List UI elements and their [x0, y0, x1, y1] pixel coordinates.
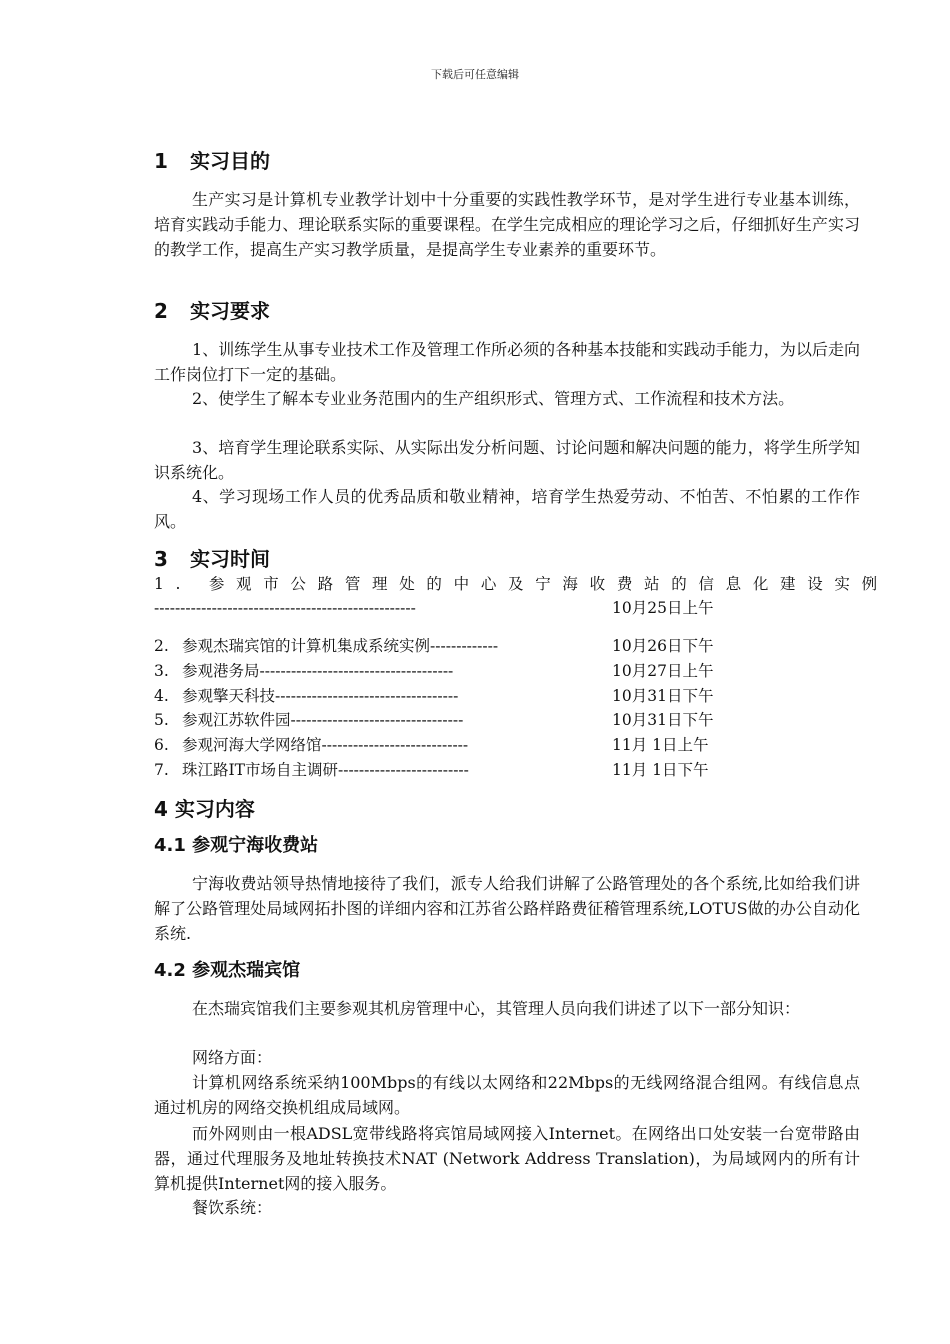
- section-4-2-para-5: 餐饮系统：: [192, 1198, 273, 1217]
- schedule-row: [154, 758, 774, 782]
- schedule-activity: 参观港务局: [182, 662, 260, 680]
- schedule-dashes: -------------: [430, 637, 499, 655]
- schedule-dashes: -----------------------------------: [275, 687, 459, 705]
- section-4-2-para-3: 计算机网络系统采纳100Mbps的有线以太网络和22Mbps的无线网络混合组网。有线信息点通过机房的网络交换机组成局域网。: [154, 1073, 860, 1117]
- section-2-heading: [154, 298, 270, 324]
- section-4-1-body: 宁海收费站领导热情地接待了我们，派专人给我们讲解了公路管理处的各个系统,比如给我们讲解了公路管理处局域网拓扑图的详细内容和江苏省公路样路费征稽管理系统,LOTUS做的办公自动化系统.: [154, 874, 860, 943]
- section-4-2-para-1: 在杰瑞宾馆我们主要参观其机房管理中心，其管理人员向我们讲述了以下一部分知识：: [192, 999, 801, 1018]
- section-4-2-para-4: 而外网则由一根ADSL宽带线路将宾馆局域网接入Internet。在网络出口处安装一台宽带路由器，通过代理服务及地址转换技术NAT (Network Address Translation)，为局域网内的所有计算机提供Internet网的接入服务。: [154, 1124, 860, 1193]
- requirement-item-1: 1、训练学生从事专业技术工作及管理工作所必须的各种基本技能和实践动手能力，为以后走向工作岗位打下一定的基础。: [154, 340, 860, 384]
- schedule-item-1-dashes: --------------------------------------------------: [154, 599, 416, 617]
- section-1-number: 1: [154, 149, 168, 173]
- schedule-time: 10月31日下午: [612, 687, 714, 705]
- schedule-dashes: ---------------------------------: [290, 711, 464, 729]
- schedule-number: 2.: [154, 637, 169, 655]
- requirement-item-3: 3、培育学生理论联系实际、从实际出发分析问题、讨论问题和解决问题的能力，将学生所学知识系统化。: [154, 438, 860, 482]
- schedule-activity: 参观江苏软件园: [182, 711, 291, 729]
- schedule-row: [154, 708, 774, 732]
- requirement-item-4: 4、学习现场工作人员的优秀品质和敬业精神，培育学生热爱劳动、不怕苦、不怕累的工作作风。: [154, 487, 860, 531]
- schedule-number: 6.: [154, 736, 169, 754]
- section-4-heading: 4 实习内容: [154, 797, 255, 821]
- header-note: 下载后可任意编辑: [431, 68, 519, 81]
- section-1-title: 实习目的: [190, 149, 270, 173]
- section-3-heading: [154, 546, 270, 572]
- schedule-time: 10月27日上午: [612, 662, 714, 680]
- schedule-number: 5.: [154, 711, 169, 729]
- section-4-1-heading: 4.1 参观宁海收费站: [154, 835, 319, 856]
- section-2-number: 2: [154, 299, 168, 323]
- schedule-time: 10月31日下午: [612, 711, 714, 729]
- section-3-title: 实习时间: [190, 547, 270, 571]
- schedule-number: 4.: [154, 687, 169, 705]
- schedule-number: 3.: [154, 662, 169, 680]
- section-3-number: 3: [154, 547, 168, 571]
- section-2-title: 实习要求: [190, 299, 270, 323]
- schedule-item-1-title: 1. 参观市公路管理处的中心及宁海收费站的信息化建设实例: [154, 575, 889, 593]
- schedule-time: 11月 1日下午: [612, 761, 709, 779]
- schedule-dashes: -------------------------------------: [259, 662, 454, 680]
- schedule-time: 10月26日下午: [612, 637, 714, 655]
- schedule-row: [154, 659, 774, 683]
- schedule-activity: 参观杰瑞宾馆的计算机集成系统实例: [182, 637, 431, 655]
- schedule-row: [154, 733, 774, 757]
- schedule-dashes: -------------------------: [337, 761, 469, 779]
- schedule-number: 7.: [154, 761, 169, 779]
- schedule-item-1-leader: [154, 596, 774, 620]
- section-1-heading: [154, 148, 270, 174]
- schedule-activity: 参观擎天科技: [182, 687, 276, 705]
- section-1-body: 生产实习是计算机专业教学计划中十分重要的实践性教学环节，是对学生进行专业基本训练，培育实践动手能力、理论联系实际的重要课程。在学生完成相应的理论学习之后，仔细抓好生产实习的教学工作，提高生产实习教学质量，是提高学生专业素养的重要环节。: [154, 190, 860, 259]
- schedule-item-1-time: 10月25日上午: [612, 599, 714, 617]
- schedule-time: 11月 1日上午: [612, 736, 709, 754]
- section-4-2-para-2: 网络方面：: [192, 1048, 273, 1067]
- requirement-item-2: 2、使学生了解本专业业务范围内的生产组织形式、管理方式、工作流程和技术方法。: [192, 389, 795, 408]
- section-4-2-heading: 4.2 参观杰瑞宾馆: [154, 960, 301, 981]
- schedule-row: [154, 634, 774, 658]
- schedule-activity: 珠江路IT市场自主调研: [182, 761, 338, 779]
- schedule-dashes: ----------------------------: [321, 736, 469, 754]
- schedule-row: [154, 684, 774, 708]
- schedule-activity: 参观河海大学网络馆: [182, 736, 322, 754]
